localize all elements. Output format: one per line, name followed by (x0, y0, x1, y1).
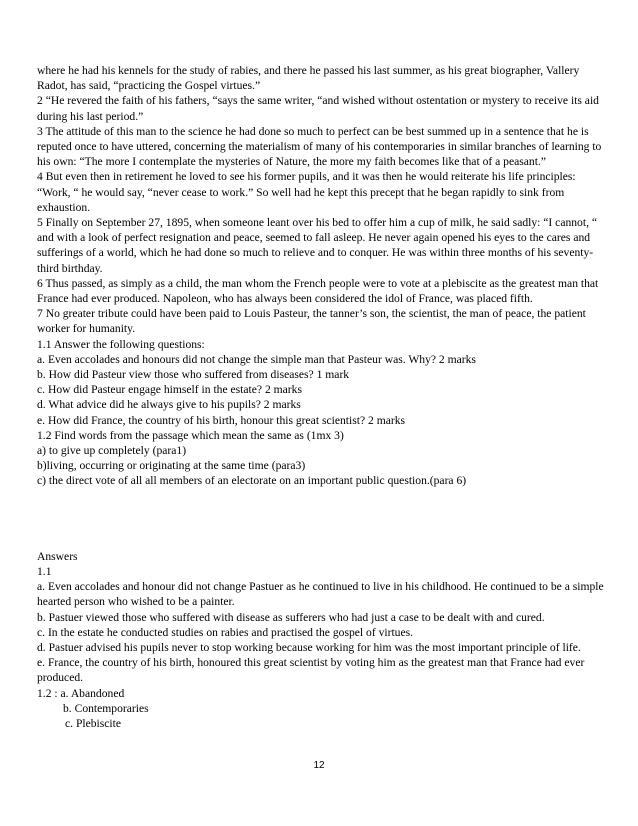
answer-b: b. Pastuer viewed those who suffered with disease as sufferers who had just a case to be dealt with and cured. (37, 610, 545, 624)
section-spacer (37, 489, 605, 549)
answer-c: c. In the estate he conducted studies on rabies and practised the gospel of virtues. (37, 625, 414, 639)
answer-1-2-a: 1.2 : a. Abandoned (37, 686, 125, 700)
passage-paragraph-2: 2 “He revered the faith of his fathers, “says the same writer, “and wished without ostentation or mystery to receive its aid during his last period.” (37, 94, 599, 123)
passage-paragraph-1: where he had his kennels for the study of rabies, and there he passed his last summer, as his great biographer, Vallery Radot, has said, “practicing the Gospel virtues.” (37, 64, 580, 93)
answers-heading: Answers (37, 549, 78, 563)
vocabulary-heading: 1.2 Find words from the passage which mean the same as (1mx 3) (37, 428, 344, 442)
vocabulary-b: b)living, occurring or originating at the same time (para3) (37, 459, 306, 473)
vocabulary-c: c) the direct vote of all all members of an electorate on an important public question.(para 6) (37, 474, 467, 488)
answer-1-2-c: c. Plebiscite (65, 716, 122, 730)
question-b: b. How did Pasteur view those who suffered from diseases? 1 mark (37, 368, 350, 382)
answers-subheading-1-1: 1.1 (37, 564, 52, 578)
answer-1-2-b: b. Contemporaries (63, 701, 149, 715)
answer-e: e. France, the country of his birth, honoured this great scientist by voting him as the greatest man that France had ever produced. (37, 656, 585, 685)
question-c: c. How did Pasteur engage himself in the estate? 2 marks (37, 383, 302, 397)
passage-paragraph-3: 3 The attitude of this man to the science he had done so much to perfect can be best summed up in a sentence that he is reputed once to have uttered, concerning the materialism of many of his contemporaries in similar branches of learning to his own: “The more I contemplate the mysteries of Nature, the more my faith becomes like that of a peasant.” (37, 124, 602, 169)
passage-paragraph-6: 6 Thus passed, as simply as a child, the man whom the French people were to vote at a plebiscite as the greatest man that France had ever produced. Napoleon, who has always been considered the idol of France, was placed fifth. (37, 276, 599, 306)
answer-a: a. Even accolades and honour did not change Pastuer as he continued to live in his childhood. He continued to be a simple hearted person who wished to be a painter. (37, 580, 604, 609)
vocabulary-a: a) to give up completely (para1) (37, 444, 187, 458)
question-e: e. How did France, the country of his birth, honour this great scientist? 2 marks (37, 413, 406, 427)
page-number: 12 (313, 760, 325, 771)
passage-paragraph-7: 7 No greater tribute could have been paid to Louis Pasteur, the tanner’s son, the scientist, the man of peace, the patient worker for humanity. (37, 307, 586, 336)
answer-d: d. Pastuer advised his pupils never to stop working because working for him was the most important principle of life. (37, 640, 581, 654)
page-body (37, 63, 605, 731)
passage-paragraph-4: 4 But even then in retirement he loved to see his former pupils, and it was then he would reiterate his life principles: “Work, “ he would say, “never cease to work.” So well had he kept this precept that he began rapidly to sink from exhaustion. (37, 170, 576, 214)
passage-paragraph-5: 5 Finally on September 27, 1895, when someone leant over his bed to offer him a cup of milk, he said sadly: “I cannot, “ and with a look of perfect resignation and peace, seemed to fall asleep. He never again opened his eyes to the cares and sufferings of a world, which he had done so much to relieve and to conquer. He was within three months of his seventy-third birthday. (37, 216, 598, 275)
question-d: d. What advice did he always give to his pupils? 2 marks (37, 398, 301, 412)
questions-heading: 1.1 Answer the following questions: (37, 337, 205, 351)
question-a: a. Even accolades and honours did not change the simple man that Pasteur was. Why? 2 marks (37, 352, 476, 366)
